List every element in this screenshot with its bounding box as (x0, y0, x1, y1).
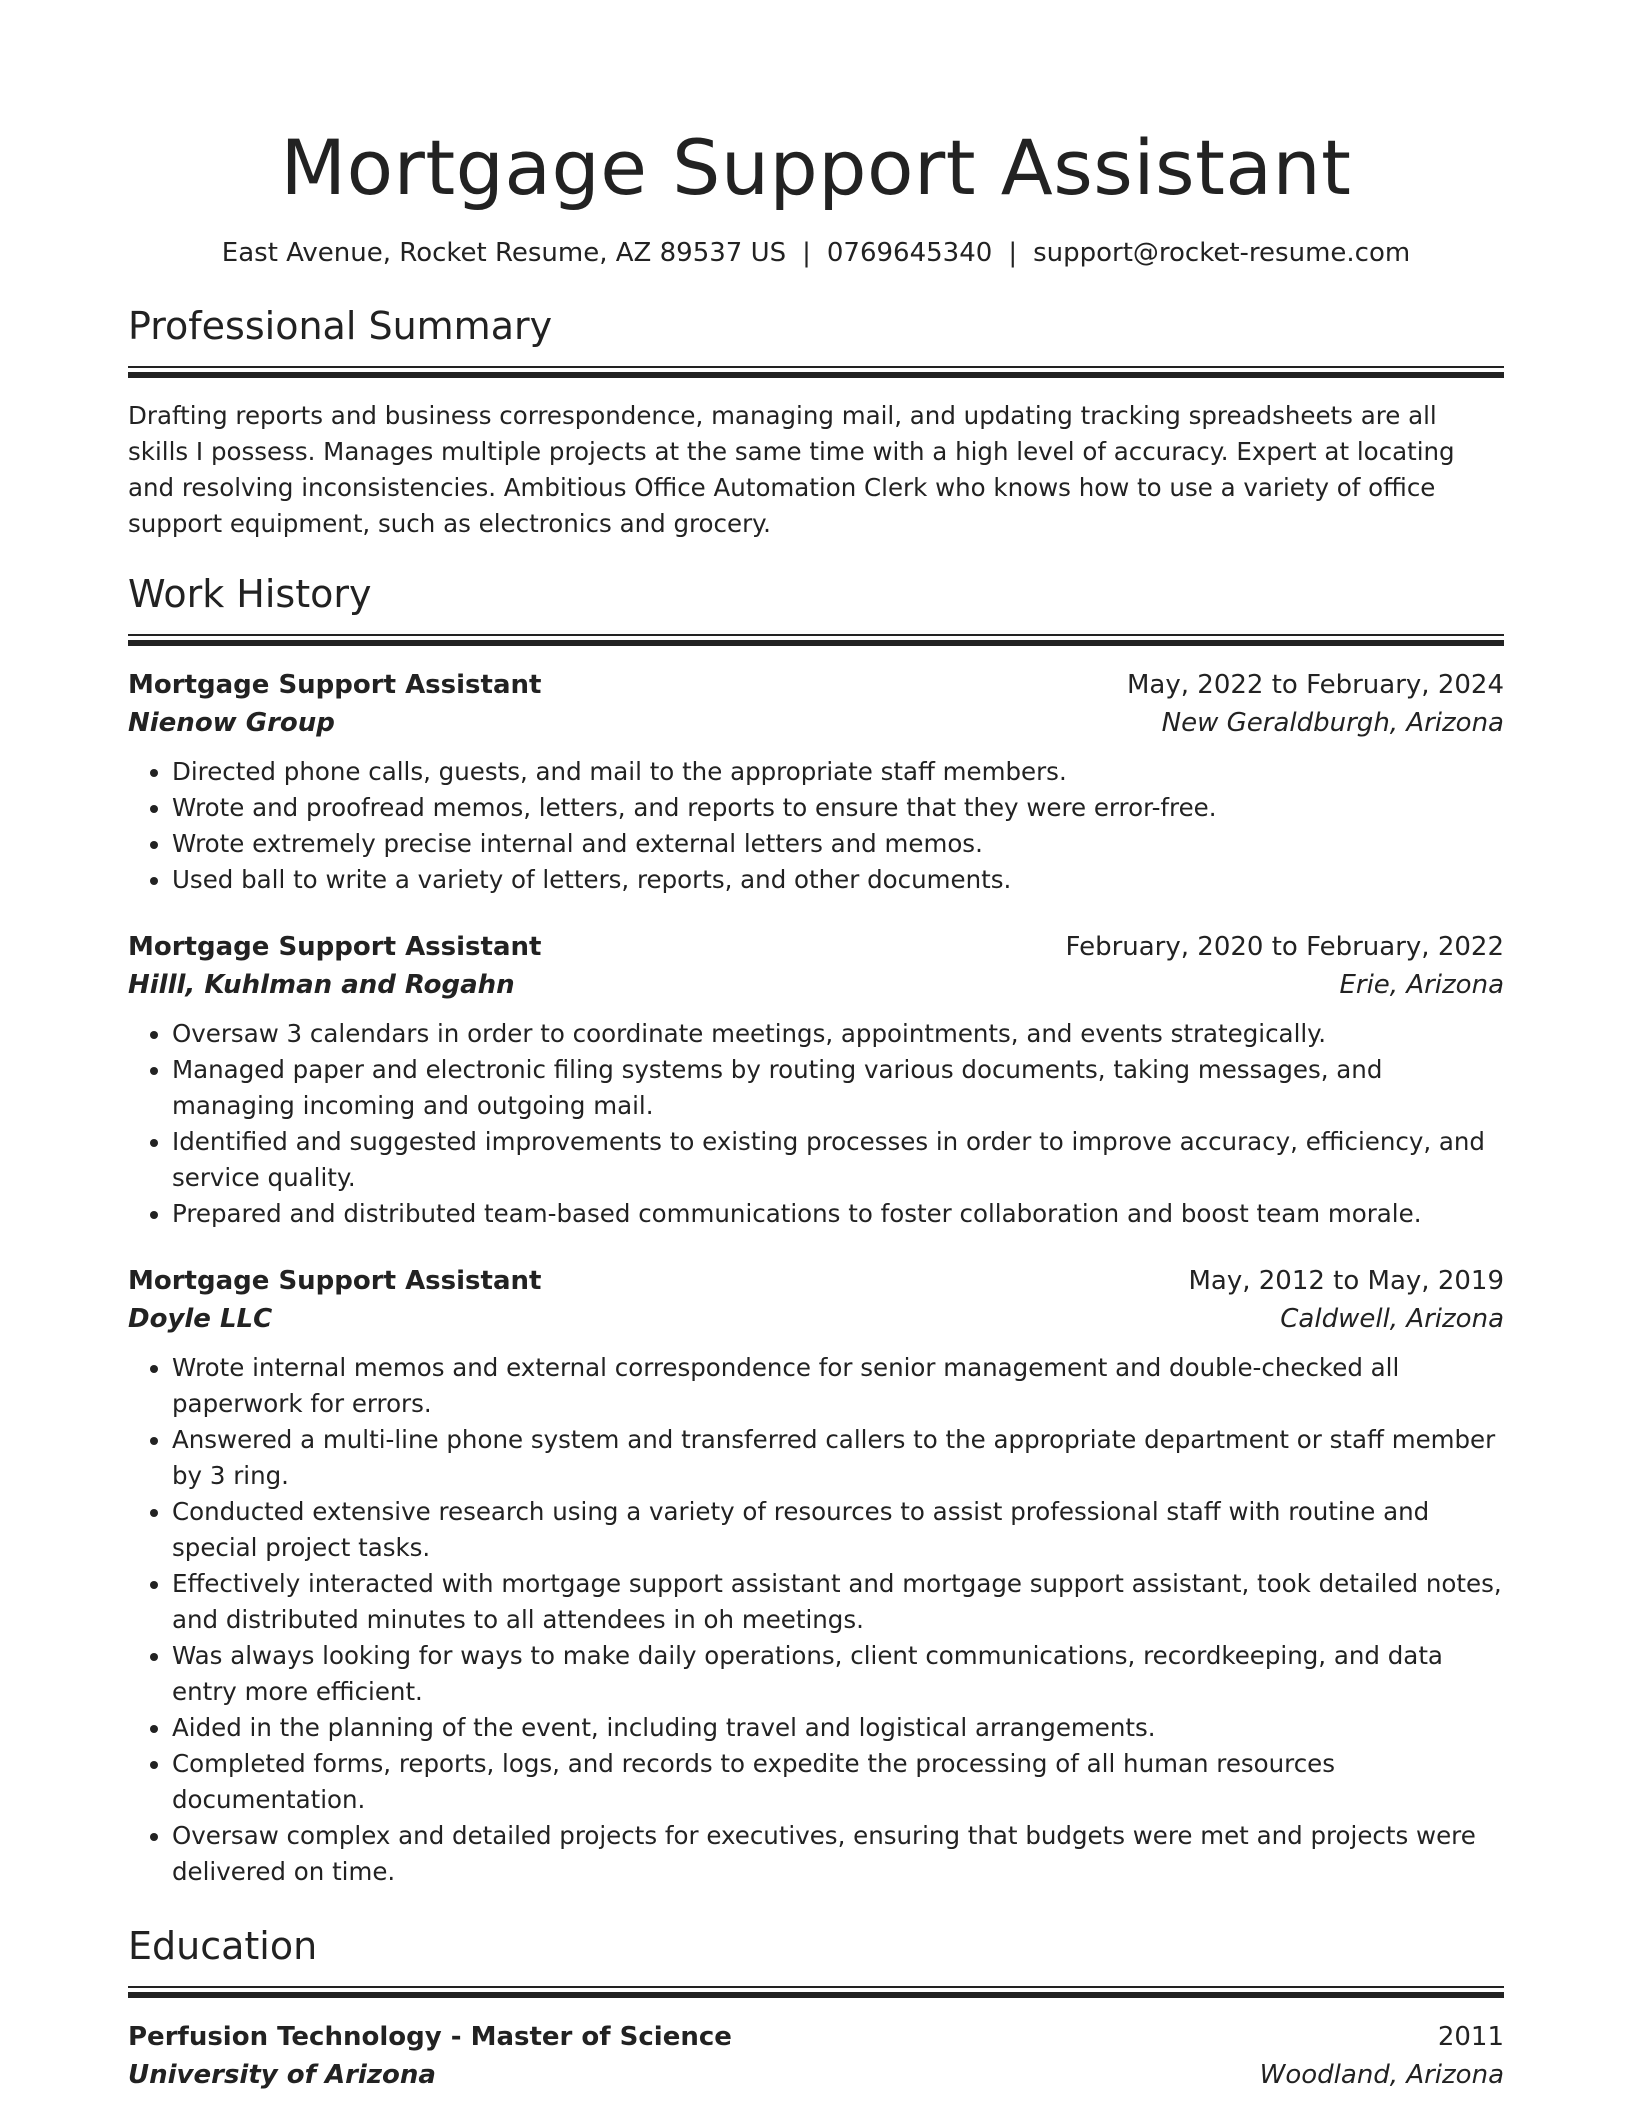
job-bullet: • Directed phone calls, guests, and mail to the appropriate staff members. (172, 754, 1504, 790)
job-bullet: • Oversaw complex and detailed projects for executives, ensuring that budgets were met and projects were delivered on time. (172, 1818, 1504, 1890)
section-title-education: Education (128, 1924, 318, 1968)
job-entry (128, 928, 1504, 1232)
education-school: University of Arizona (128, 2060, 436, 2090)
contact-line (128, 236, 1504, 270)
job-bullets (128, 1350, 1504, 1890)
section-divider (128, 366, 1504, 378)
job-company: Nienow Group (128, 708, 335, 738)
education-section (128, 1920, 1504, 2094)
job-bullet: • Conducted extensive research using a variety of resources to assist professional staff with routine and special project tasks. (172, 1494, 1504, 1566)
job-bullet: • Answered a multi-line phone system and transferred callers to the appropriate department or staff member by 3 ring. (172, 1422, 1504, 1494)
job-company: Doyle LLC (128, 1304, 273, 1334)
job-bullet: • Effectively interacted with mortgage support assistant and mortgage support assistant, took detailed notes, and distributed minutes to all attendees in oh meetings. (172, 1566, 1504, 1638)
job-company: Hilll, Kuhlman and Rogahn (128, 970, 515, 1000)
job-bullets (128, 754, 1504, 898)
section-title-summary: Professional Summary (128, 304, 553, 348)
job-bullet: • Completed forms, reports, logs, and records to expedite the processing of all human resources documentation. (172, 1746, 1504, 1818)
work-history-section (128, 568, 1504, 1890)
summary-text: Drafting reports and business correspondence, managing mail, and updating tracking spreadsheets are all skills I possess. Manages multiple projects at the same time with a high level of accuracy. Expert at locating and resolving inconsistencies. Ambitious Office Automation Clerk who knows how to use a variety of office support equipment, such as electronics and grocery. (128, 401, 1455, 538)
job-dates: February, 2020 to February, 2022 (1065, 932, 1504, 962)
education-year: 2011 (1437, 2022, 1504, 2052)
section-divider (128, 634, 1504, 646)
job-bullet: • Managed paper and electronic filing systems by routing various documents, taking messages, and managing incoming and outgoing mail. (172, 1052, 1504, 1124)
contact-phone: 0769645340 (826, 238, 993, 268)
job-entry (128, 666, 1504, 898)
job-bullets (128, 1016, 1504, 1232)
job-bullet: • Was always looking for ways to make daily operations, client communications, recordkeeping, and data entry more efficient. (172, 1638, 1504, 1710)
job-dates: May, 2022 to February, 2024 (1127, 670, 1504, 700)
job-bullet: • Wrote extremely precise internal and external letters and memos. (172, 826, 1504, 862)
education-degree: Perfusion Technology - Master of Science (128, 2022, 732, 2052)
job-bullet: • Identified and suggested improvements to existing processes in order to improve accuracy, efficiency, and service quality. (172, 1124, 1504, 1196)
contact-separator: | (802, 238, 811, 268)
contact-email: support@rocket-resume.com (1033, 238, 1411, 268)
contact-address: East Avenue, Rocket Resume, AZ 89537 US (221, 238, 787, 268)
summary-section (128, 300, 1504, 542)
job-title: Mortgage Support Assistant (128, 1266, 542, 1296)
section-title-work: Work History (128, 572, 372, 616)
job-bullet: • Wrote internal memos and external correspondence for senior management and double-checked all paperwork for errors. (172, 1350, 1504, 1422)
job-bullet: • Aided in the planning of the event, including travel and logistical arrangements. (172, 1710, 1504, 1746)
job-title: Mortgage Support Assistant (128, 670, 542, 700)
job-bullet: • Wrote and proofread memos, letters, and reports to ensure that they were error-free. (172, 790, 1504, 826)
job-dates: May, 2012 to May, 2019 (1188, 1266, 1504, 1296)
job-bullet: • Prepared and distributed team-based communications to foster collaboration and boost team morale. (172, 1196, 1504, 1232)
education-location: Woodland, Arizona (1259, 2060, 1504, 2090)
candidate-name: Mortgage Support Assistant (280, 123, 1352, 212)
job-bullet: • Oversaw 3 calendars in order to coordinate meetings, appointments, and events strategically. (172, 1016, 1504, 1052)
job-entry (128, 1262, 1504, 1890)
job-title: Mortgage Support Assistant (128, 932, 542, 962)
job-location: New Geraldburgh, Arizona (1161, 708, 1504, 738)
job-location: Caldwell, Arizona (1280, 1304, 1504, 1334)
section-divider (128, 1986, 1504, 1998)
job-location: Erie, Arizona (1339, 970, 1504, 1000)
job-bullet: • Used ball to write a variety of letters, reports, and other documents. (172, 862, 1504, 898)
contact-separator: | (1008, 238, 1018, 268)
